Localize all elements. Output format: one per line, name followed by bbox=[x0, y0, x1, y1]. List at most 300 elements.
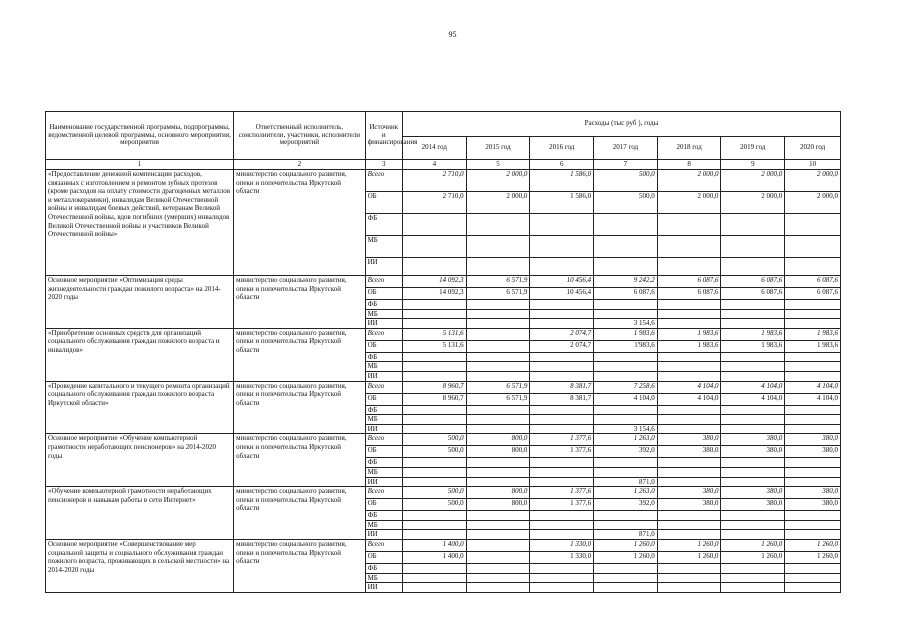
column-index: 4 bbox=[402, 160, 466, 170]
header-source: Источник и финансирования bbox=[365, 112, 402, 160]
expense-value bbox=[594, 371, 658, 381]
table-row bbox=[46, 328, 841, 340]
expense-value: 1 260,0 bbox=[594, 539, 658, 551]
expense-value: 2 074,7 bbox=[530, 340, 594, 352]
funding-source: ФБ bbox=[365, 511, 402, 521]
expense-value: 1 260,0 bbox=[785, 539, 841, 551]
expense-value: 1 260,0 bbox=[657, 551, 721, 563]
expense-value bbox=[466, 511, 530, 521]
expense-value bbox=[402, 371, 466, 381]
expense-value bbox=[721, 583, 785, 593]
expense-value: 1 330,0 bbox=[530, 539, 594, 551]
expense-value bbox=[785, 258, 841, 276]
expense-value bbox=[785, 236, 841, 258]
expense-value: 500,0 bbox=[402, 434, 466, 446]
expense-value bbox=[594, 309, 658, 319]
expense-value: 1 263,0 bbox=[594, 434, 658, 446]
table-row bbox=[46, 539, 841, 551]
expense-value bbox=[402, 530, 466, 540]
expense-value bbox=[721, 530, 785, 540]
expense-value bbox=[402, 258, 466, 276]
expense-value bbox=[721, 563, 785, 573]
expense-value bbox=[594, 258, 658, 276]
expense-value bbox=[402, 563, 466, 573]
expense-value bbox=[657, 458, 721, 468]
expense-value bbox=[466, 328, 530, 340]
expense-value bbox=[721, 467, 785, 477]
header-year: 2015 год bbox=[466, 137, 530, 160]
expense-value: 380,0 bbox=[657, 487, 721, 499]
table-row bbox=[46, 381, 841, 393]
expense-value bbox=[466, 583, 530, 593]
expense-value: 2 000,0 bbox=[721, 170, 785, 192]
expense-value bbox=[657, 236, 721, 258]
expense-value: 800,0 bbox=[466, 434, 530, 446]
expense-value bbox=[530, 563, 594, 573]
funding-source: ФБ bbox=[365, 352, 402, 362]
expense-value: 380,0 bbox=[721, 446, 785, 458]
expense-value bbox=[721, 415, 785, 425]
funding-source: ФБ bbox=[365, 458, 402, 468]
funding-source: МБ bbox=[365, 415, 402, 425]
executor-name: министерство социального развития, опеки и попечительства Иркутской области bbox=[234, 487, 365, 540]
expense-value bbox=[594, 362, 658, 372]
expense-value: 1 983,6 bbox=[785, 340, 841, 352]
expense-value: 1 400,0 bbox=[402, 551, 466, 563]
expense-value bbox=[466, 236, 530, 258]
expense-value: 871,0 bbox=[594, 530, 658, 540]
expense-value bbox=[657, 371, 721, 381]
expense-value bbox=[594, 458, 658, 468]
expense-value bbox=[657, 258, 721, 276]
funding-source: МБ bbox=[365, 309, 402, 319]
expense-value: 8 381,7 bbox=[530, 381, 594, 393]
header-year: 2017 год bbox=[594, 137, 658, 160]
expense-value bbox=[466, 530, 530, 540]
expense-value bbox=[785, 424, 841, 434]
expense-value: 800,0 bbox=[466, 446, 530, 458]
expense-value: 1 377,6 bbox=[530, 434, 594, 446]
funding-source: ИИ bbox=[365, 583, 402, 593]
expense-value: 4 104,0 bbox=[657, 381, 721, 393]
expense-value bbox=[785, 511, 841, 521]
expense-value: 8 381,7 bbox=[530, 393, 594, 405]
funding-source: ИИ bbox=[365, 424, 402, 434]
expense-value bbox=[402, 424, 466, 434]
column-index: 3 bbox=[365, 160, 402, 170]
expense-value bbox=[721, 352, 785, 362]
expense-value bbox=[466, 467, 530, 477]
expense-value: 6 087,6 bbox=[594, 288, 658, 300]
funding-source: ОБ bbox=[365, 340, 402, 352]
expense-value bbox=[785, 573, 841, 583]
expense-value bbox=[657, 530, 721, 540]
expense-value: 2 710,0 bbox=[402, 192, 466, 214]
expense-value bbox=[466, 319, 530, 329]
program-name: Основное мероприятие «Совершенствование мер социальной защиты и социального обслуживания граждан пожилого возраста, проживающих в сельской местности» на 2014-2020 годы bbox=[46, 539, 234, 592]
program-name: «Предоставление денежной компенсации расходов, связанных с изготовлением и ремонтом зубных протезов (кроме расходов на оплату стоимости драгоценных металлов и металлокерамики), инвалидам Великой Отечественной войны и инвалидам боевых действий, ветеранам Великой Отечественной войны, вдов погибших (умерших) инвалидов Великой Отечественной войны и участников Великой Отечественной войны» bbox=[46, 170, 234, 276]
expense-value: 6 087,6 bbox=[657, 288, 721, 300]
expense-value bbox=[594, 236, 658, 258]
expense-value bbox=[657, 477, 721, 487]
expense-value: 380,0 bbox=[657, 434, 721, 446]
expense-value bbox=[657, 424, 721, 434]
expense-value bbox=[402, 300, 466, 310]
expense-value bbox=[466, 352, 530, 362]
expense-value bbox=[466, 309, 530, 319]
expense-value bbox=[594, 520, 658, 530]
funding-source: ОБ bbox=[365, 393, 402, 405]
expense-value: 380,0 bbox=[785, 499, 841, 511]
expense-value bbox=[657, 583, 721, 593]
column-index: 9 bbox=[721, 160, 785, 170]
expense-value: 9 242,2 bbox=[594, 276, 658, 288]
table-row bbox=[46, 170, 841, 192]
expense-value bbox=[721, 405, 785, 415]
expense-value bbox=[657, 405, 721, 415]
expense-value: 1 983,6 bbox=[657, 340, 721, 352]
expense-value bbox=[785, 352, 841, 362]
expense-value: 1 400,0 bbox=[402, 539, 466, 551]
expense-value: 6 087,6 bbox=[721, 276, 785, 288]
expense-value bbox=[594, 214, 658, 236]
expense-value bbox=[594, 352, 658, 362]
column-index: 1 bbox=[46, 160, 234, 170]
funding-source: ИИ bbox=[365, 319, 402, 329]
expense-value bbox=[657, 467, 721, 477]
executor-name: министерство социального развития, опеки и попечительства Иркутской области bbox=[234, 434, 365, 487]
expense-value bbox=[594, 300, 658, 310]
expense-value: 380,0 bbox=[785, 434, 841, 446]
expense-value: 6 571,9 bbox=[466, 393, 530, 405]
funding-source: ОБ bbox=[365, 446, 402, 458]
funding-source: Всего bbox=[365, 487, 402, 499]
expense-value: 1 263,0 bbox=[594, 487, 658, 499]
funding-source: МБ bbox=[365, 362, 402, 372]
expense-value: 6 087,6 bbox=[657, 276, 721, 288]
funding-source: МБ bbox=[365, 236, 402, 258]
expense-value bbox=[466, 340, 530, 352]
expense-value bbox=[594, 467, 658, 477]
expense-value bbox=[402, 236, 466, 258]
expense-value bbox=[466, 362, 530, 372]
expense-value bbox=[466, 214, 530, 236]
expense-value bbox=[402, 362, 466, 372]
expense-value bbox=[657, 573, 721, 583]
expense-value bbox=[402, 405, 466, 415]
table-body bbox=[46, 170, 841, 593]
expense-value: 6 571,9 bbox=[466, 288, 530, 300]
expense-value bbox=[785, 309, 841, 319]
expense-value: 1 377,6 bbox=[530, 446, 594, 458]
table-row bbox=[46, 487, 841, 499]
expense-value bbox=[785, 405, 841, 415]
expense-value bbox=[402, 214, 466, 236]
expense-value bbox=[721, 300, 785, 310]
expense-value: 392,0 bbox=[594, 499, 658, 511]
executor-name: министерство социального развития, опеки и попечительства Иркутской области bbox=[234, 539, 365, 592]
expense-value bbox=[721, 477, 785, 487]
funding-source: ФБ bbox=[365, 405, 402, 415]
expense-value bbox=[402, 573, 466, 583]
expense-value bbox=[785, 458, 841, 468]
expense-value: 500,0 bbox=[402, 446, 466, 458]
funding-source: Всего bbox=[365, 434, 402, 446]
expense-value bbox=[594, 415, 658, 425]
expense-value bbox=[466, 300, 530, 310]
expense-value: 4 104,0 bbox=[657, 393, 721, 405]
executor-name: министерство социального развития, опеки и попечительства Иркутской области bbox=[234, 381, 365, 434]
expense-value: 6 087,6 bbox=[785, 288, 841, 300]
expense-value bbox=[721, 458, 785, 468]
expense-value bbox=[721, 573, 785, 583]
expense-value: 3 154,6 bbox=[594, 319, 658, 329]
expense-value: 500,0 bbox=[402, 487, 466, 499]
expense-value bbox=[466, 477, 530, 487]
funding-source: Всего bbox=[365, 170, 402, 192]
funding-source: Всего bbox=[365, 328, 402, 340]
expense-value: 2 000,0 bbox=[785, 192, 841, 214]
column-index: 7 bbox=[594, 160, 658, 170]
expense-value: 8 960,7 bbox=[402, 381, 466, 393]
expense-value bbox=[466, 424, 530, 434]
expense-value bbox=[721, 371, 785, 381]
funding-source: ОБ bbox=[365, 551, 402, 563]
expense-value bbox=[530, 236, 594, 258]
expense-value: 2 074,7 bbox=[530, 328, 594, 340]
column-index-row bbox=[46, 160, 841, 170]
expense-value bbox=[530, 424, 594, 434]
expense-value: 500,0 bbox=[402, 499, 466, 511]
expense-value bbox=[657, 319, 721, 329]
funding-source: Всего bbox=[365, 381, 402, 393]
expense-value: 6 571,9 bbox=[466, 276, 530, 288]
expense-value bbox=[594, 405, 658, 415]
expense-value: 2 000,0 bbox=[721, 192, 785, 214]
expense-value bbox=[466, 573, 530, 583]
funding-source: МБ bbox=[365, 520, 402, 530]
header-year: 2016 год bbox=[530, 137, 594, 160]
expense-value: 14 092,3 bbox=[402, 276, 466, 288]
expense-value: 2 710,0 bbox=[402, 170, 466, 192]
column-index: 5 bbox=[466, 160, 530, 170]
funding-source: Всего bbox=[365, 276, 402, 288]
column-index: 10 bbox=[785, 160, 841, 170]
expense-value: 1 983,6 bbox=[657, 328, 721, 340]
expense-value bbox=[594, 511, 658, 521]
expense-value: 5 131,6 bbox=[402, 340, 466, 352]
expense-value bbox=[466, 563, 530, 573]
expense-value bbox=[466, 405, 530, 415]
program-name: «Обучение компьютерной грамотности неработающих пенсионеров и навыкам работы в сети Интернет» bbox=[46, 487, 234, 540]
page-number: 95 bbox=[448, 30, 457, 39]
expense-value: 1 260,0 bbox=[594, 551, 658, 563]
expense-value bbox=[657, 563, 721, 573]
expense-value bbox=[530, 477, 594, 487]
expense-value: 1 260,0 bbox=[785, 551, 841, 563]
expense-value bbox=[721, 362, 785, 372]
expense-value: 1 586,0 bbox=[530, 170, 594, 192]
expense-value: 1 983,6 bbox=[721, 340, 785, 352]
expense-value: 2 000,0 bbox=[657, 192, 721, 214]
executor-name: министерство социального развития, опеки и попечительства Иркутской области bbox=[234, 170, 365, 276]
budget-table bbox=[45, 111, 841, 593]
expense-value bbox=[402, 467, 466, 477]
expense-value: 6 087,6 bbox=[785, 276, 841, 288]
expense-value: 8 960,7 bbox=[402, 393, 466, 405]
expense-value bbox=[721, 309, 785, 319]
funding-source: ИИ bbox=[365, 477, 402, 487]
expense-value: 14 092,3 bbox=[402, 288, 466, 300]
header-year: 2014 год bbox=[402, 137, 466, 160]
expense-value bbox=[721, 520, 785, 530]
expense-value bbox=[466, 458, 530, 468]
expense-value bbox=[657, 362, 721, 372]
expense-value bbox=[402, 511, 466, 521]
expense-value bbox=[530, 415, 594, 425]
expense-value bbox=[657, 300, 721, 310]
expense-value: 6 087,6 bbox=[721, 288, 785, 300]
expense-value: 10 456,4 bbox=[530, 288, 594, 300]
expense-value bbox=[402, 415, 466, 425]
header-year: 2019 год bbox=[721, 137, 785, 160]
expense-value: 6 571,9 bbox=[466, 381, 530, 393]
funding-source: ОБ bbox=[365, 288, 402, 300]
expense-value bbox=[530, 467, 594, 477]
table-row bbox=[46, 434, 841, 446]
expense-value: 800,0 bbox=[466, 487, 530, 499]
expense-value bbox=[466, 539, 530, 551]
expense-value bbox=[657, 214, 721, 236]
expense-value bbox=[785, 371, 841, 381]
expense-value: 800,0 bbox=[466, 499, 530, 511]
funding-source: ОБ bbox=[365, 192, 402, 214]
header-year: 2018 год bbox=[657, 137, 721, 160]
expense-value: 1 377,6 bbox=[530, 499, 594, 511]
executor-name: министерство социального развития, опеки и попечительства Иркутской области bbox=[234, 276, 365, 329]
expense-value: 2 000,0 bbox=[785, 170, 841, 192]
expense-value: 5 131,6 bbox=[402, 328, 466, 340]
expense-value bbox=[594, 573, 658, 583]
expense-value: 2 000,0 bbox=[657, 170, 721, 192]
expense-value bbox=[721, 424, 785, 434]
funding-source: ФБ bbox=[365, 214, 402, 236]
column-index: 2 bbox=[234, 160, 365, 170]
expense-value bbox=[657, 511, 721, 521]
expense-value bbox=[530, 258, 594, 276]
expense-value bbox=[721, 319, 785, 329]
expense-value bbox=[594, 583, 658, 593]
header-year: 2020 год bbox=[785, 137, 841, 160]
expense-value: 380,0 bbox=[721, 434, 785, 446]
expense-value: 4 104,0 bbox=[785, 393, 841, 405]
expense-value: 1 260,0 bbox=[721, 551, 785, 563]
expense-value: 1 586,0 bbox=[530, 192, 594, 214]
expense-value bbox=[530, 352, 594, 362]
expense-value: 1 983,6 bbox=[785, 328, 841, 340]
expense-value bbox=[785, 520, 841, 530]
program-name: «Приобретение основных средств для организаций социального обслуживания граждан пожилого возраста и инвалидов» bbox=[46, 328, 234, 381]
expense-value: 2 000,0 bbox=[466, 170, 530, 192]
expense-value: 7 258,6 bbox=[594, 381, 658, 393]
expense-value bbox=[466, 258, 530, 276]
expense-value: 392,0 bbox=[594, 446, 658, 458]
expense-value bbox=[530, 458, 594, 468]
expense-value: 1 983,6 bbox=[721, 328, 785, 340]
expense-value: 380,0 bbox=[721, 487, 785, 499]
expense-value bbox=[402, 583, 466, 593]
expense-value: 871,0 bbox=[594, 477, 658, 487]
expense-value bbox=[721, 214, 785, 236]
expense-value bbox=[594, 563, 658, 573]
funding-source: Всего bbox=[365, 539, 402, 551]
expense-value bbox=[785, 467, 841, 477]
expense-value: 500,0 bbox=[594, 192, 658, 214]
expense-value: 1 260,0 bbox=[657, 539, 721, 551]
expense-value: 1 260,0 bbox=[721, 539, 785, 551]
expense-value bbox=[402, 309, 466, 319]
funding-source: ОБ bbox=[365, 499, 402, 511]
funding-source: МБ bbox=[365, 467, 402, 477]
expense-value: 4 104,0 bbox=[594, 393, 658, 405]
expense-value bbox=[466, 520, 530, 530]
expense-value bbox=[530, 309, 594, 319]
expense-value bbox=[530, 530, 594, 540]
expense-value bbox=[785, 477, 841, 487]
expense-value bbox=[785, 319, 841, 329]
expense-value bbox=[402, 319, 466, 329]
funding-source: ФБ bbox=[365, 300, 402, 310]
funding-source: ИИ bbox=[365, 258, 402, 276]
expense-value bbox=[657, 309, 721, 319]
expense-value: 380,0 bbox=[657, 446, 721, 458]
expense-value bbox=[785, 362, 841, 372]
expense-value bbox=[530, 573, 594, 583]
expense-value bbox=[530, 362, 594, 372]
program-name: «Проведение капитального и текущего ремонта организаций социального обслуживания граждан пожилого возраста Иркутской области» bbox=[46, 381, 234, 434]
expense-value: 4 104,0 bbox=[721, 393, 785, 405]
expense-value: 4 104,0 bbox=[721, 381, 785, 393]
expense-value bbox=[721, 258, 785, 276]
expense-value: 1 330,0 bbox=[530, 551, 594, 563]
expense-value bbox=[657, 352, 721, 362]
header-expenses: Расходы (тыс руб ), годы bbox=[402, 112, 840, 137]
expense-value: 10 456,4 bbox=[530, 276, 594, 288]
expense-value bbox=[530, 371, 594, 381]
expense-value bbox=[657, 520, 721, 530]
expense-value bbox=[785, 214, 841, 236]
column-index: 8 bbox=[657, 160, 721, 170]
expense-value bbox=[785, 300, 841, 310]
expense-value: 380,0 bbox=[657, 499, 721, 511]
executor-name: министерство социального развития, опеки и попечительства Иркутской области bbox=[234, 328, 365, 381]
expense-value bbox=[530, 511, 594, 521]
expense-value bbox=[530, 520, 594, 530]
expense-value: 380,0 bbox=[785, 446, 841, 458]
expense-value: 1 983,6 bbox=[594, 328, 658, 340]
column-index: 6 bbox=[530, 160, 594, 170]
expense-value bbox=[721, 511, 785, 521]
expense-value bbox=[785, 563, 841, 573]
expense-value bbox=[402, 477, 466, 487]
expense-value bbox=[466, 551, 530, 563]
funding-source: МБ bbox=[365, 573, 402, 583]
expense-value bbox=[785, 415, 841, 425]
expense-value bbox=[530, 214, 594, 236]
funding-source: ФБ bbox=[365, 563, 402, 573]
expense-value bbox=[530, 583, 594, 593]
program-name: Основное мероприятие «Оптимизация среды жизнедеятельности граждан пожилого возраста» на 2014-2020 годы bbox=[46, 276, 234, 329]
